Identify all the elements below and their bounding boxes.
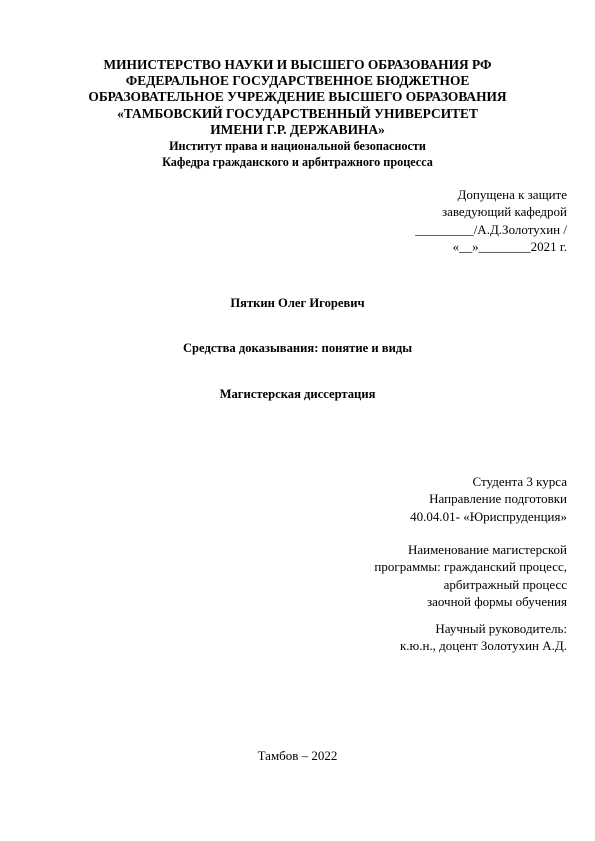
study-direction-label: Направление подготовки [429, 491, 567, 507]
approval-date-line: «__»________2021 г. [452, 239, 567, 255]
author-name: Пяткин Олег Игоревич [230, 296, 365, 310]
student-info [410, 473, 567, 525]
approval-signature-line: _________/А.Д.Золотухин / [415, 221, 567, 237]
work-type: Магистерская диссертация [219, 387, 376, 401]
approval-block [415, 186, 567, 256]
institute-name: Институт права и национальной безопасности [169, 139, 426, 154]
approval-line-1: Допущена к защите [457, 187, 567, 202]
university-header [40, 57, 555, 170]
institution-type-line-1: ФЕДЕРАЛЬНОЕ ГОСУДАРСТВЕННОЕ БЮДЖЕТНОЕ [125, 73, 470, 89]
study-direction-code: 40.04.01- «Юриспруденция» [410, 508, 567, 524]
city-year: Тамбов – 2022 [257, 748, 338, 763]
approval-line-2: заведующий кафедрой [441, 204, 567, 220]
program-line-3: арбитражный процесс [443, 576, 567, 592]
program-line-4: заочной формы обучения [426, 594, 567, 610]
supervisor-info [400, 620, 567, 655]
student-course: Студента 3 курса [472, 474, 567, 489]
university-name-line-1: «ТАМБОВСКИЙ ГОСУДАРСТВЕННЫЙ УНИВЕРСИТЕТ [117, 105, 478, 121]
program-line-1: Наименование магистерской [407, 542, 567, 557]
supervisor-label: Научный руководитель: [435, 621, 567, 636]
thesis-topic: Средства доказывания: понятие и виды [182, 341, 413, 355]
ministry-line: МИНИСТЕРСТВО НАУКИ И ВЫСШЕГО ОБРАЗОВАНИЯ РФ [103, 57, 492, 72]
university-name-line-2: ИМЕНИ Г.Р. ДЕРЖАВИНА» [210, 121, 385, 137]
program-info [374, 541, 567, 611]
institution-type-line-2: ОБРАЗОВАТЕЛЬНОЕ УЧРЕЖДЕНИЕ ВЫСШЕГО ОБРАЗОВАНИЯ [88, 89, 507, 105]
program-line-2: программы: гражданский процесс, [374, 559, 567, 575]
department-name: Кафедра гражданского и арбитражного процесса [162, 155, 433, 170]
supervisor-name: к.ю.н., доцент Золотухин А.Д. [399, 638, 567, 654]
